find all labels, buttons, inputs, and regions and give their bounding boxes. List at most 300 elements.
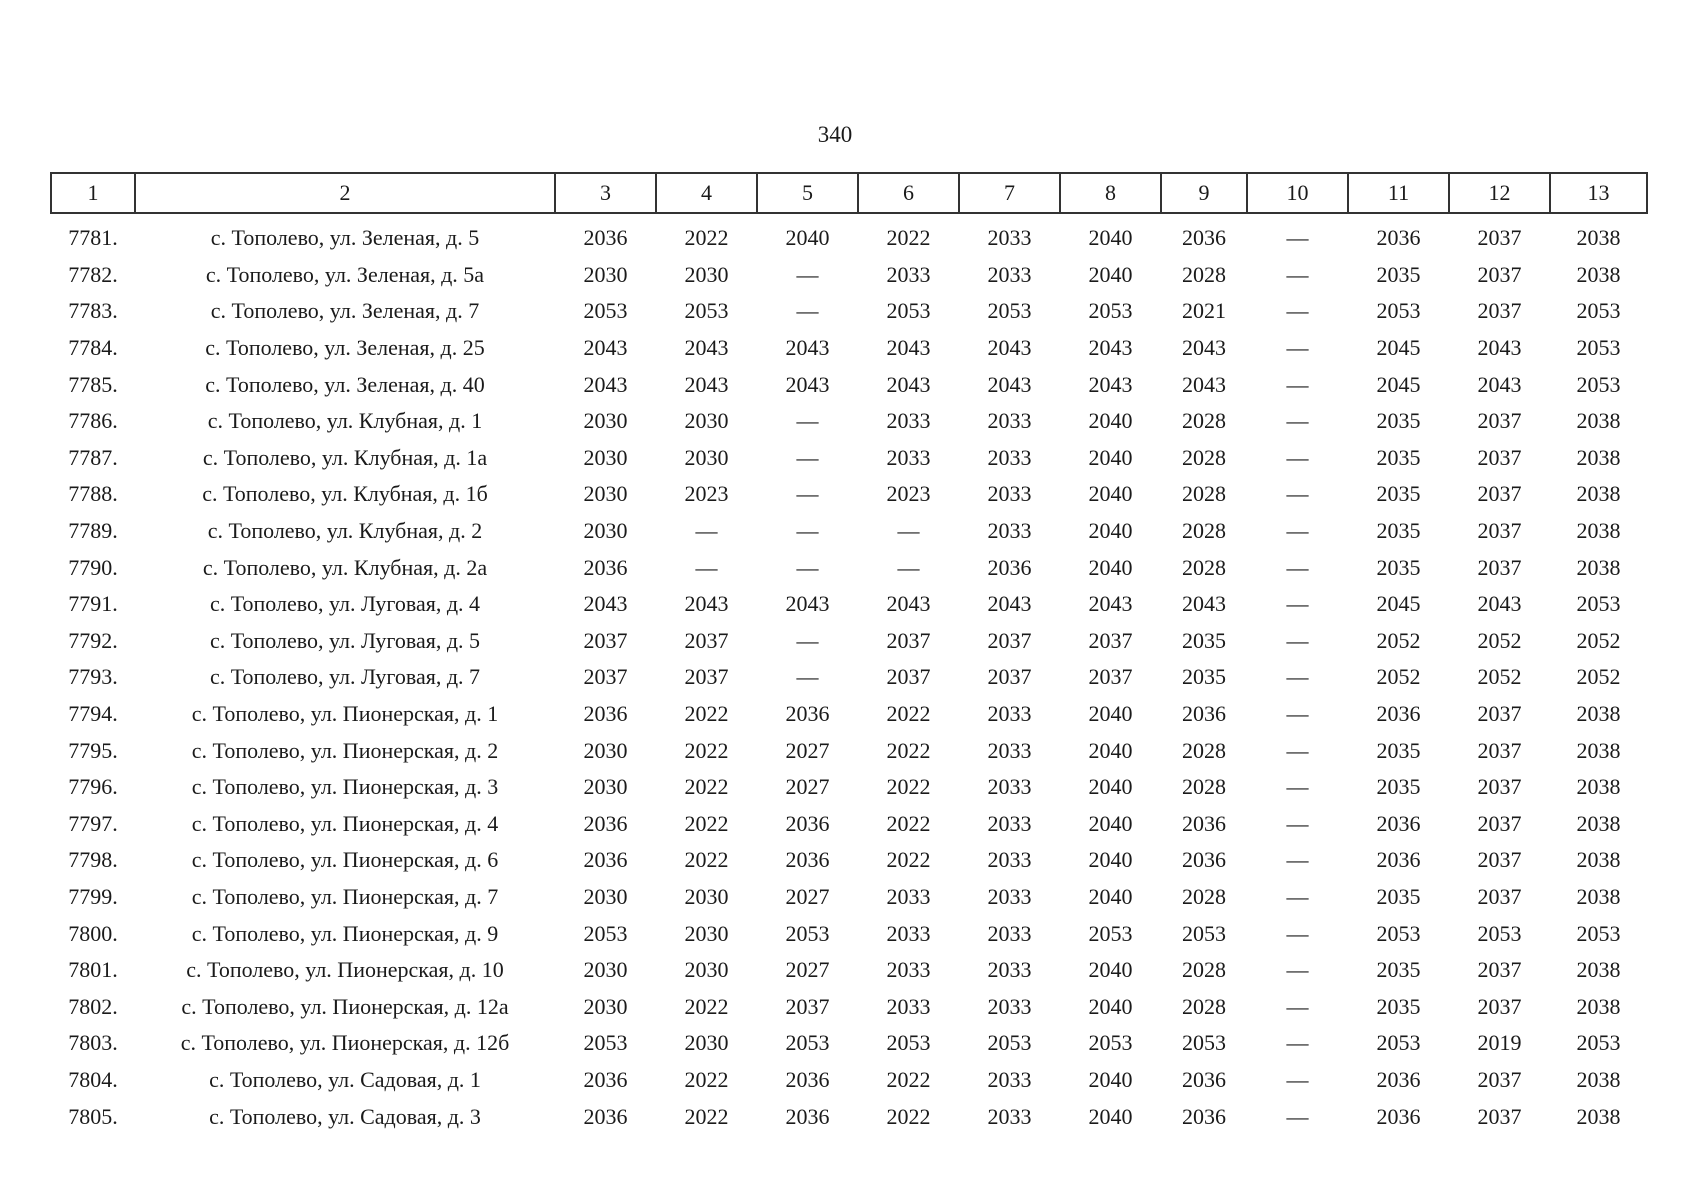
year-cell: —	[1286, 554, 1309, 580]
year-cell: 2033	[987, 1103, 1032, 1129]
year-cell: 2038	[1576, 1066, 1621, 1092]
year-cell: 2036	[1182, 847, 1226, 873]
address-cell: с. Тополево, ул. Пионерская, д. 4	[191, 810, 499, 836]
year-cell: 2037	[1477, 518, 1522, 544]
year-cell: 2036	[583, 810, 628, 836]
year-cell: 2036	[1182, 225, 1226, 251]
year-cell: —	[1286, 481, 1309, 507]
table-row	[51, 293, 1647, 330]
row-number: 7799.	[68, 883, 118, 909]
row-number: 7785.	[68, 371, 118, 397]
year-cell: 2035	[1376, 518, 1421, 544]
year-cell: 2033	[987, 261, 1032, 287]
year-cell: 2036	[583, 1066, 628, 1092]
year-cell: 2035	[1376, 737, 1421, 763]
year-cell: 2053	[1088, 920, 1133, 946]
year-cell: 2043	[1182, 335, 1226, 361]
address-cell: с. Тополево, ул. Пионерская, д. 12б	[180, 1030, 510, 1056]
year-cell: 2053	[1576, 1030, 1621, 1056]
year-cell: 2043	[785, 591, 830, 617]
year-cell: 2030	[583, 444, 628, 470]
year-cell: 2030	[583, 408, 628, 434]
year-cell: 2037	[1088, 664, 1133, 690]
year-cell: 2037	[1477, 261, 1522, 287]
year-cell: 2022	[684, 737, 729, 763]
year-cell: 2043	[1088, 591, 1133, 617]
table-row	[51, 696, 1647, 733]
year-cell: 2030	[583, 774, 628, 800]
year-cell: 2038	[1576, 847, 1621, 873]
year-cell: 2053	[1376, 298, 1421, 324]
year-cell: 2022	[886, 1066, 931, 1092]
year-cell: 2036	[583, 701, 628, 727]
year-cell: 2043	[583, 591, 628, 617]
year-cell: 2037	[1477, 1066, 1522, 1092]
year-cell: 2019	[1477, 1030, 1522, 1056]
year-cell: 2033	[886, 920, 931, 946]
year-cell: 2037	[1477, 408, 1522, 434]
year-cell: 2053	[886, 298, 931, 324]
year-cell: 2035	[1376, 444, 1421, 470]
address-cell: с. Тополево, ул. Клубная, д. 2	[207, 518, 483, 544]
year-cell: 2040	[1088, 957, 1133, 983]
table-row	[51, 330, 1647, 367]
row-number: 7793.	[68, 664, 118, 690]
year-cell: 2037	[1477, 847, 1522, 873]
year-cell: —	[1286, 774, 1309, 800]
year-cell: —	[796, 627, 819, 653]
row-number: 7791.	[68, 591, 118, 617]
address-cell: с. Тополево, ул. Клубная, д. 1б	[202, 481, 488, 507]
year-cell: 2033	[987, 847, 1032, 873]
year-cell: —	[1286, 335, 1309, 361]
year-cell: 2043	[684, 371, 729, 397]
year-cell: 2038	[1576, 444, 1621, 470]
row-number: 7804.	[68, 1066, 118, 1092]
year-cell: 2036	[1182, 701, 1226, 727]
year-cell: —	[1286, 591, 1309, 617]
year-cell: 2052	[1477, 664, 1522, 690]
year-cell: —	[796, 408, 819, 434]
year-cell: 2033	[886, 408, 931, 434]
year-cell: 2035	[1376, 408, 1421, 434]
year-cell: 2053	[1088, 1030, 1133, 1056]
address-cell: с. Тополево, ул. Луговая, д. 4	[209, 591, 481, 617]
year-cell: 2038	[1576, 957, 1621, 983]
year-cell: 2030	[583, 957, 628, 983]
year-cell: 2036	[1376, 1066, 1421, 1092]
row-number: 7794.	[68, 701, 118, 727]
year-cell: 2030	[684, 261, 729, 287]
row-number: 7781.	[68, 225, 118, 251]
address-cell: с. Тополево, ул. Пионерская, д. 3	[191, 774, 499, 800]
year-cell: —	[1286, 298, 1309, 324]
table-row	[51, 549, 1647, 586]
year-cell: 2030	[583, 518, 628, 544]
year-cell: 2052	[1376, 664, 1421, 690]
address-cell: с. Тополево, ул. Пионерская, д. 2	[191, 737, 499, 763]
year-cell: —	[796, 261, 819, 287]
row-number: 7803.	[68, 1030, 118, 1056]
year-cell: 2036	[785, 810, 830, 836]
year-cell: 2035	[1376, 957, 1421, 983]
year-cell: —	[796, 481, 819, 507]
year-cell: 2053	[1182, 1030, 1226, 1056]
year-cell: 2043	[684, 335, 729, 361]
year-cell: 2037	[583, 664, 628, 690]
year-cell: 2037	[1477, 298, 1522, 324]
year-cell: 2022	[886, 225, 931, 251]
year-cell: 2053	[1576, 298, 1621, 324]
year-cell: 2036	[785, 1103, 830, 1129]
year-cell: 2037	[1477, 993, 1522, 1019]
address-cell: с. Тополево, ул. Клубная, д. 1	[207, 408, 483, 434]
table-row	[51, 988, 1647, 1025]
year-cell: 2038	[1576, 518, 1621, 544]
year-cell: 2037	[583, 627, 628, 653]
year-cell: 2053	[1182, 920, 1226, 946]
address-cell: с. Тополево, ул. Садовая, д. 1	[209, 1066, 481, 1092]
year-cell: 2053	[583, 920, 628, 946]
year-cell: 2040	[1088, 701, 1133, 727]
year-cell: 2037	[1477, 1103, 1522, 1129]
year-cell: 2022	[684, 225, 729, 251]
table-row	[51, 440, 1647, 477]
year-cell: 2036	[583, 847, 628, 873]
year-cell: 2038	[1576, 261, 1621, 287]
table-row	[51, 403, 1647, 440]
row-number: 7801.	[68, 957, 118, 983]
year-cell: 2045	[1376, 371, 1421, 397]
year-cell: 2037	[1088, 627, 1133, 653]
year-cell: 2028	[1182, 518, 1226, 544]
table-row	[51, 769, 1647, 806]
year-cell: 2027	[785, 774, 830, 800]
year-cell: 2038	[1576, 481, 1621, 507]
table-row	[51, 842, 1647, 879]
year-cell: 2022	[886, 1103, 931, 1129]
year-cell: 2030	[684, 957, 729, 983]
address-cell: с. Тополево, ул. Пионерская, д. 6	[191, 847, 499, 873]
year-cell: 2053	[1576, 371, 1621, 397]
year-cell: 2033	[886, 957, 931, 983]
year-cell: 2053	[583, 1030, 628, 1056]
year-cell: 2022	[886, 737, 931, 763]
page-number: 340	[817, 122, 853, 147]
column-header: 6	[858, 173, 959, 213]
year-cell: 2036	[1376, 1103, 1421, 1129]
year-cell: —	[1286, 993, 1309, 1019]
year-cell: —	[1286, 408, 1309, 434]
year-cell: 2053	[1576, 335, 1621, 361]
year-cell: 2028	[1182, 554, 1226, 580]
year-cell: 2036	[1182, 1066, 1226, 1092]
year-cell: 2022	[684, 847, 729, 873]
year-cell: 2036	[1376, 225, 1421, 251]
year-cell: 2040	[1088, 518, 1133, 544]
year-cell: —	[1286, 957, 1309, 983]
year-cell: —	[1286, 518, 1309, 544]
year-cell: 2035	[1376, 883, 1421, 909]
year-cell: —	[1286, 737, 1309, 763]
year-cell: 2036	[785, 847, 830, 873]
year-cell: 2053	[987, 1030, 1032, 1056]
address-cell: с. Тополево, ул. Клубная, д. 2а	[202, 554, 488, 580]
year-cell: 2040	[1088, 993, 1133, 1019]
row-number: 7795.	[68, 737, 118, 763]
address-cell: с. Тополево, ул. Зеленая, д. 7	[210, 298, 480, 324]
column-header: 9	[1161, 173, 1247, 213]
column-header: 1	[51, 173, 135, 213]
year-cell: 2038	[1576, 701, 1621, 727]
address-cell: с. Тополево, ул. Садовая, д. 3	[209, 1103, 481, 1129]
year-cell: 2028	[1182, 408, 1226, 434]
column-header: 3	[555, 173, 656, 213]
year-cell: —	[1286, 627, 1309, 653]
table-row	[51, 915, 1647, 952]
year-cell: 2043	[987, 591, 1032, 617]
year-cell: 2037	[987, 664, 1032, 690]
year-cell: 2028	[1182, 737, 1226, 763]
year-cell: 2053	[684, 298, 729, 324]
year-cell: 2023	[886, 481, 931, 507]
year-cell: 2036	[785, 1066, 830, 1092]
year-cell: 2035	[1376, 554, 1421, 580]
year-cell: 2030	[583, 737, 628, 763]
year-cell: 2036	[785, 701, 830, 727]
row-number: 7786.	[68, 408, 118, 434]
year-cell: 2043	[1477, 371, 1522, 397]
year-cell: 2040	[1088, 737, 1133, 763]
year-cell: 2035	[1376, 481, 1421, 507]
year-cell: 2037	[987, 627, 1032, 653]
year-cell: 2022	[684, 701, 729, 727]
year-cell: 2040	[1088, 261, 1133, 287]
year-cell: 2028	[1182, 883, 1226, 909]
table-row	[51, 1025, 1647, 1062]
table-row	[51, 879, 1647, 916]
year-cell: 2028	[1182, 444, 1226, 470]
year-cell: 2053	[1576, 920, 1621, 946]
year-cell: —	[796, 554, 819, 580]
year-cell: 2033	[987, 810, 1032, 836]
year-cell: 2033	[987, 920, 1032, 946]
year-cell: —	[796, 664, 819, 690]
table-row	[51, 1062, 1647, 1099]
year-cell: 2035	[1182, 664, 1226, 690]
year-cell: 2022	[684, 774, 729, 800]
year-cell: —	[1286, 1030, 1309, 1056]
year-cell: 2043	[1182, 591, 1226, 617]
year-cell: —	[796, 444, 819, 470]
year-cell: 2037	[1477, 774, 1522, 800]
year-cell: 2030	[583, 481, 628, 507]
year-cell: 2030	[583, 883, 628, 909]
year-cell: 2030	[684, 920, 729, 946]
row-number: 7789.	[68, 518, 118, 544]
table-row	[51, 476, 1647, 513]
year-cell: 2043	[886, 371, 931, 397]
year-cell: 2033	[886, 993, 931, 1019]
column-header: 4	[656, 173, 757, 213]
year-cell: 2033	[987, 481, 1032, 507]
year-cell: 2033	[987, 774, 1032, 800]
row-number: 7800.	[68, 920, 118, 946]
year-cell: 2040	[1088, 225, 1133, 251]
table-row	[51, 513, 1647, 550]
year-cell: 2045	[1376, 591, 1421, 617]
year-cell: 2053	[1376, 920, 1421, 946]
row-number: 7784.	[68, 335, 118, 361]
year-cell: 2038	[1576, 883, 1621, 909]
year-cell: 2038	[1576, 774, 1621, 800]
year-cell: 2028	[1182, 481, 1226, 507]
address-cell: с. Тополево, ул. Луговая, д. 7	[209, 664, 481, 690]
column-header: 12	[1449, 173, 1550, 213]
year-cell: 2033	[987, 518, 1032, 544]
year-cell: 2033	[987, 737, 1032, 763]
address-cell: с. Тополево, ул. Зеленая, д. 40	[205, 371, 485, 397]
year-cell: 2028	[1182, 957, 1226, 983]
year-cell: 2043	[583, 335, 628, 361]
year-cell: 2043	[583, 371, 628, 397]
address-cell: с. Тополево, ул. Луговая, д. 5	[209, 627, 481, 653]
year-cell: —	[1286, 225, 1309, 251]
year-cell: 2027	[785, 737, 830, 763]
year-cell: 2037	[1477, 554, 1522, 580]
year-cell: 2053	[886, 1030, 931, 1056]
year-cell: 2028	[1182, 993, 1226, 1019]
year-cell: 2038	[1576, 225, 1621, 251]
year-cell: —	[796, 518, 819, 544]
address-cell: с. Тополево, ул. Пионерская, д. 1	[191, 701, 499, 727]
year-cell: 2052	[1477, 627, 1522, 653]
year-cell: 2030	[684, 883, 729, 909]
year-cell: 2033	[987, 957, 1032, 983]
year-cell: 2038	[1576, 1103, 1621, 1129]
table-row	[51, 586, 1647, 623]
year-cell: 2043	[886, 335, 931, 361]
year-cell: —	[1286, 1066, 1309, 1092]
year-cell: 2053	[785, 920, 830, 946]
year-cell: —	[897, 554, 920, 580]
year-cell: 2036	[583, 1103, 628, 1129]
column-header: 10	[1247, 173, 1348, 213]
year-cell: 2022	[886, 847, 931, 873]
table-row	[51, 806, 1647, 843]
table-header	[51, 173, 1647, 213]
year-cell: 2040	[1088, 1066, 1133, 1092]
header-row	[51, 173, 1647, 213]
year-cell: 2030	[583, 993, 628, 1019]
year-cell: 2043	[886, 591, 931, 617]
year-cell: 2033	[987, 408, 1032, 434]
year-cell: 2030	[684, 1030, 729, 1056]
year-cell: 2038	[1576, 993, 1621, 1019]
year-cell: 2038	[1576, 554, 1621, 580]
year-cell: 2022	[684, 993, 729, 1019]
row-number: 7792.	[68, 627, 118, 653]
table-body	[51, 213, 1647, 1135]
table-row	[51, 732, 1647, 769]
row-number: 7787.	[68, 444, 118, 470]
year-cell: —	[1286, 810, 1309, 836]
year-cell: 2036	[1376, 810, 1421, 836]
year-cell: 2043	[1477, 335, 1522, 361]
row-number: 7798.	[68, 847, 118, 873]
year-cell: 2023	[684, 481, 729, 507]
year-cell: 2036	[583, 225, 628, 251]
year-cell: —	[1286, 371, 1309, 397]
year-cell: 2037	[1477, 737, 1522, 763]
registry-table	[50, 172, 1648, 1135]
year-cell: 2043	[987, 335, 1032, 361]
year-cell: 2040	[1088, 774, 1133, 800]
year-cell: —	[1286, 701, 1309, 727]
address-cell: с. Тополево, ул. Зеленая, д. 25	[205, 335, 485, 361]
year-cell: 2033	[987, 225, 1032, 251]
year-cell: 2037	[1477, 701, 1522, 727]
year-cell: 2036	[1376, 701, 1421, 727]
year-cell: 2040	[1088, 883, 1133, 909]
year-cell: 2043	[785, 371, 830, 397]
year-cell: —	[1286, 444, 1309, 470]
year-cell: 2022	[886, 810, 931, 836]
column-header: 5	[757, 173, 858, 213]
year-cell: 2037	[684, 664, 729, 690]
row-number: 7797.	[68, 810, 118, 836]
year-cell: 2043	[1182, 371, 1226, 397]
year-cell: 2045	[1376, 335, 1421, 361]
year-cell: —	[1286, 920, 1309, 946]
year-cell: 2027	[785, 883, 830, 909]
year-cell: 2036	[987, 554, 1032, 580]
year-cell: —	[1286, 847, 1309, 873]
year-cell: 2038	[1576, 737, 1621, 763]
address-cell: с. Тополево, ул. Зеленая, д. 5а	[205, 261, 485, 287]
year-cell: 2040	[1088, 408, 1133, 434]
address-cell: с. Тополево, ул. Пионерская, д. 7	[191, 883, 499, 909]
year-cell: 2038	[1576, 408, 1621, 434]
year-cell: 2028	[1182, 774, 1226, 800]
table-row	[51, 623, 1647, 660]
year-cell: 2033	[987, 444, 1032, 470]
year-cell: —	[695, 518, 718, 544]
year-cell: 2033	[987, 993, 1032, 1019]
row-number: 7790.	[68, 554, 118, 580]
year-cell: 2037	[785, 993, 830, 1019]
year-cell: 2037	[1477, 810, 1522, 836]
year-cell: 2036	[1182, 1103, 1226, 1129]
table-row	[51, 257, 1647, 294]
table-row	[51, 659, 1647, 696]
year-cell: 2053	[987, 298, 1032, 324]
address-cell: с. Тополево, ул. Пионерская, д. 12а	[181, 993, 509, 1019]
year-cell: 2040	[1088, 1103, 1133, 1129]
year-cell: 2040	[1088, 481, 1133, 507]
address-cell: с. Тополево, ул. Пионерская, д. 10	[186, 957, 504, 983]
year-cell: —	[796, 298, 819, 324]
column-header: 2	[135, 173, 555, 213]
row-number: 7802.	[68, 993, 118, 1019]
year-cell: 2037	[1477, 957, 1522, 983]
year-cell: 2037	[1477, 444, 1522, 470]
year-cell: 2036	[1376, 847, 1421, 873]
year-cell: 2043	[785, 335, 830, 361]
year-cell: 2040	[1088, 444, 1133, 470]
year-cell: 2033	[886, 444, 931, 470]
year-cell: 2043	[1088, 371, 1133, 397]
